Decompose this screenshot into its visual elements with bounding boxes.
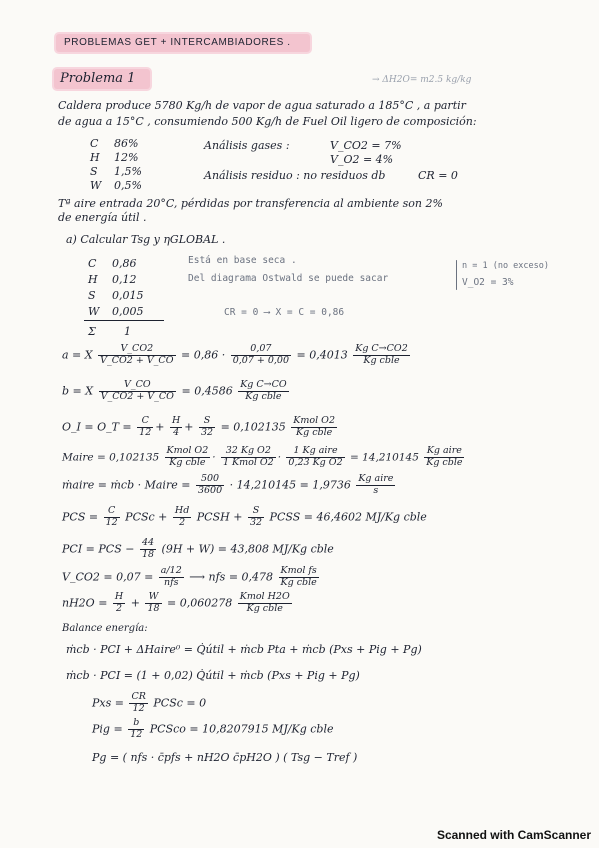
equation-maire-lhs: Maire = 0,102135 (62, 451, 160, 464)
table-element: C (88, 257, 97, 270)
fraction-numerator: S (199, 416, 215, 428)
equation-pcs (62, 506, 427, 529)
equation-a-mid: = 0,86 · (181, 348, 226, 362)
temperature-line-1: Tª aire entrada 20°C, pérdidas por transferencia al ambiente son 2% (58, 197, 443, 210)
units-fraction (238, 380, 288, 403)
table-value: 0,86 (112, 257, 137, 270)
fraction-denominator: 12 (139, 426, 152, 438)
fraction (248, 506, 264, 529)
equation-pig-units: MJ/Kg cble (272, 722, 334, 736)
fraction-denominator: Kg cble (363, 354, 400, 366)
fraction-numerator: Kg aire (424, 446, 464, 458)
equation-pcs-result: PCSS = 46,4602 (269, 510, 362, 524)
fraction-denominator: nfs (164, 576, 179, 588)
fraction-denominator: 0,07 + 0,00 (232, 354, 290, 366)
table-value: 0,015 (112, 289, 144, 302)
fraction-numerator: Kmol O2 (166, 445, 209, 456)
fraction-numerator: W (145, 592, 161, 604)
fraction-numerator: H (114, 591, 124, 602)
vo2-value: V_O2 = 3% (462, 277, 514, 288)
equation-pcs-units: MJ/Kg cble (365, 510, 427, 524)
fraction-denominator: 1 Kmol O2 (222, 456, 274, 468)
balance-equation-2: ṁcb · PCI = (1 + 0,02) Q̇útil + ṁcb (Pxs + Pig + Pg) (66, 669, 360, 682)
fraction (231, 344, 291, 367)
fraction-numerator: Kmol fs (280, 565, 317, 576)
composition-element: W (90, 179, 102, 192)
ostwald-note: Del diagrama Ostwald se puede sacar (188, 273, 389, 284)
plus-sign: + (130, 596, 140, 610)
cr-result-line: CR = 0 ⟶ X = C = 0,86 (224, 307, 345, 318)
units-fraction (291, 416, 337, 439)
table-value: 0,12 (112, 273, 137, 286)
table-sum-rule (84, 320, 164, 321)
fraction-numerator: 0,07 (231, 344, 291, 356)
fraction (98, 344, 175, 367)
fraction-denominator: 2 (179, 516, 186, 528)
fraction-numerator: Kg aire (358, 473, 394, 484)
units-fraction (279, 566, 319, 589)
equation-pig-result: PCSco = 10,8207915 (149, 722, 269, 736)
fraction (159, 566, 184, 589)
equation-a-result: = 0,4013 (296, 348, 348, 362)
composition-element: S (90, 165, 98, 178)
fraction-numerator: Kmol H2O (239, 591, 290, 602)
excess-n-value: n = 1 (no exceso) (462, 261, 549, 271)
fraction-numerator: 1 Kg aire (286, 446, 344, 458)
statement-line-1: Caldera produce 5780 Kg/h de vapor de agua saturado a 185°C , a partir (58, 99, 466, 112)
gas-analysis-o2: V_O2 = 4% (330, 153, 394, 166)
equation-nh2o-lhs: nH2O = (62, 596, 108, 610)
composition-value: 1,5% (114, 165, 142, 178)
fraction (286, 446, 344, 469)
fraction-denominator: 4 (173, 426, 180, 438)
table-value: 0,005 (112, 305, 144, 318)
equation-air-flow-lhs: ṁaire = ṁcb · Maire = (62, 478, 191, 492)
equation-air-flow-result: 1,9736 (312, 478, 351, 492)
equation-pci-result: (9H + W) = 43,808 (161, 542, 269, 556)
equation-pcs-lhs: PCS = (62, 510, 99, 524)
fraction-denominator: 12 (130, 728, 143, 740)
gas-analysis-label: Análisis gases : (204, 139, 290, 152)
fraction-denominator: 18 (141, 548, 155, 560)
table-element: H (88, 273, 98, 286)
equation-pcs-term: PCSc + (125, 510, 168, 524)
equation-b-lhs: b = X (62, 384, 94, 398)
units-fraction (238, 592, 292, 615)
equation-vco2-lhs: V_CO2 = 0,07 = (62, 570, 154, 584)
table-sum-label: Σ (88, 325, 96, 338)
fraction (170, 416, 182, 439)
equation-maire: Maire = 0,102135 $\frac{\text{Kmol O2}}{\text{Kg cble}}$ · $\frac{\text{32 Kg O2}}{\text{1 Kmol O2}}$ · $\frac{\text{1 Kg aire}}{\text{0,23 Kg O2}}$ = 14,210145 $\frac{\text{Kg aire}}{\text{Kg cble}}$ (62, 445, 463, 468)
equation-b (62, 380, 291, 403)
fraction-numerator: Kg C→CO (240, 379, 287, 390)
equation-pxs-result: PCSc = 0 (153, 696, 207, 710)
fraction-denominator: Kg cble (245, 390, 282, 402)
fraction-denominator: V_CO2 + V_CO (100, 390, 174, 402)
dry-basis-note: Está en base seca . (188, 255, 297, 266)
fraction (113, 592, 125, 615)
composition-element: C (90, 137, 99, 150)
equation-a (62, 344, 412, 367)
fraction-denominator: 2 (116, 602, 123, 614)
scanner-watermark: Scanned with CamScanner (436, 828, 591, 842)
fraction-numerator: S (248, 506, 264, 518)
balance-equation-1: ṁcb · PCI + ΔHaire⁰ = Q̇útil + ṁcb Pta + ṁcb (Pxs + Pig + Pg) (66, 643, 422, 656)
table-sum-value: 1 (124, 325, 131, 338)
equation-pci-units: MJ/Kg cble (272, 542, 334, 556)
fraction-numerator: CR (131, 691, 146, 702)
table-element: S (88, 289, 96, 302)
fraction-denominator: 3600 (197, 484, 223, 496)
fraction (165, 446, 211, 469)
margin-note: → ΔH2O= m2.5 kg/kg (372, 75, 472, 85)
equation-maire-result: = 14,210145 (349, 451, 419, 464)
fraction-denominator: Kg cble (280, 576, 317, 588)
fraction-numerator: 500 (196, 474, 224, 486)
fraction-denominator: Kg cble (426, 456, 463, 468)
equation-oxygen: O_I = O_T = $\frac{C}{12}$ + $\frac{H}{4}$ + $\frac{S}{32}$ = 0,102135 $\frac{\text{Kmol O2}}{\text{Kg cble}}$ (62, 415, 335, 438)
fraction (128, 718, 144, 741)
equation-pg: Pg = ( nfs · c̄pfs + nH2O c̄pH2O ) ( Tsg − Tref ) (92, 751, 358, 764)
fraction-denominator: Kg cble (246, 602, 283, 614)
fraction-denominator: 12 (105, 516, 118, 528)
temperature-line-2: de energía útil . (58, 211, 147, 224)
part-a-label: a) Calcular Tsg y ηGLOBAL . (66, 233, 226, 246)
fraction-numerator: b (128, 718, 144, 730)
fraction-numerator: Kg C→CO2 (355, 343, 408, 354)
balance-label: Balance energía: (62, 623, 148, 634)
fraction-numerator: Hd (174, 505, 190, 516)
fraction (145, 592, 161, 615)
fraction-denominator: 32 (249, 516, 263, 528)
fraction (173, 506, 191, 529)
equation-nh2o (62, 592, 294, 615)
composition-value: 0,5% (114, 179, 142, 192)
fraction-denominator: s (373, 484, 379, 496)
units-fraction (356, 474, 395, 497)
composition-value: 86% (114, 137, 139, 150)
fraction (99, 380, 176, 403)
units-fraction (353, 344, 410, 367)
equation-pxs (92, 692, 206, 715)
equation-pci (62, 538, 334, 561)
gas-analysis-co2: V_CO2 = 7% (330, 139, 402, 152)
equation-vco2 (62, 566, 321, 589)
fraction-numerator: 44 (141, 537, 155, 548)
equation-a-lhs: a = X (62, 348, 93, 362)
fraction-numerator: a/12 (160, 565, 182, 576)
equation-nh2o-result: = 0,060278 (167, 596, 233, 610)
fraction-denominator: Kg cble (296, 426, 333, 438)
fraction-denominator: 32 (200, 426, 214, 438)
statement-line-2: de agua a 15°C , consumiendo 500 Kg/h de Fuel Oil ligero de composición: (58, 115, 477, 128)
equation-vco2-result: ⟶ nfs = 0,478 (189, 570, 274, 584)
equation-air-flow (62, 474, 397, 497)
fraction-numerator: H (171, 415, 181, 426)
equation-air-flow-mid: · 14,210145 = (229, 478, 309, 492)
brace (456, 260, 457, 290)
table-element: W (88, 305, 100, 318)
fraction-numerator: V_CO (99, 380, 176, 392)
fraction (196, 474, 224, 497)
fraction-numerator: C (104, 506, 120, 518)
fraction-denominator: 12 (132, 702, 145, 714)
fraction (140, 538, 156, 561)
equation-pci-lhs: PCI = PCS − (62, 542, 135, 556)
equation-pcs-term: PCSH + (196, 510, 243, 524)
units-fraction (424, 446, 464, 469)
equation-oxygen-lhs: O_I = O_T = (62, 420, 132, 434)
residue-analysis-cr: CR = 0 (418, 169, 458, 182)
equation-pxs-lhs: Pxs = (92, 696, 124, 710)
equation-pig-lhs: Pig = (92, 722, 123, 736)
equation-b-result: = 0,4586 (181, 384, 233, 398)
fraction-denominator: 0,23 Kg O2 (288, 456, 343, 468)
fraction (199, 416, 215, 439)
fraction-numerator: C (137, 416, 153, 428)
fraction (137, 416, 153, 439)
fraction (129, 692, 147, 715)
fraction-numerator: 32 Kg O2 (221, 446, 276, 458)
residue-analysis-label: Análisis residuo : no residuos db (204, 169, 386, 182)
fraction-denominator: V_CO2 + V_CO (100, 354, 174, 366)
fraction-denominator: 18 (147, 602, 160, 614)
fraction-denominator: Kg cble (169, 456, 206, 468)
equation-pig (92, 718, 334, 741)
composition-value: 12% (114, 151, 139, 164)
fraction-numerator: Kmol O2 (293, 415, 335, 426)
fraction-numerator: V_CO2 (98, 344, 175, 356)
fraction (221, 446, 276, 469)
problem-label: Problema 1 (60, 71, 136, 86)
page-title: PROBLEMAS GET + INTERCAMBIADORES . (64, 37, 291, 48)
equation-oxygen-result: = 0,102135 (220, 420, 286, 434)
fraction (104, 506, 120, 529)
composition-element: H (90, 151, 100, 164)
